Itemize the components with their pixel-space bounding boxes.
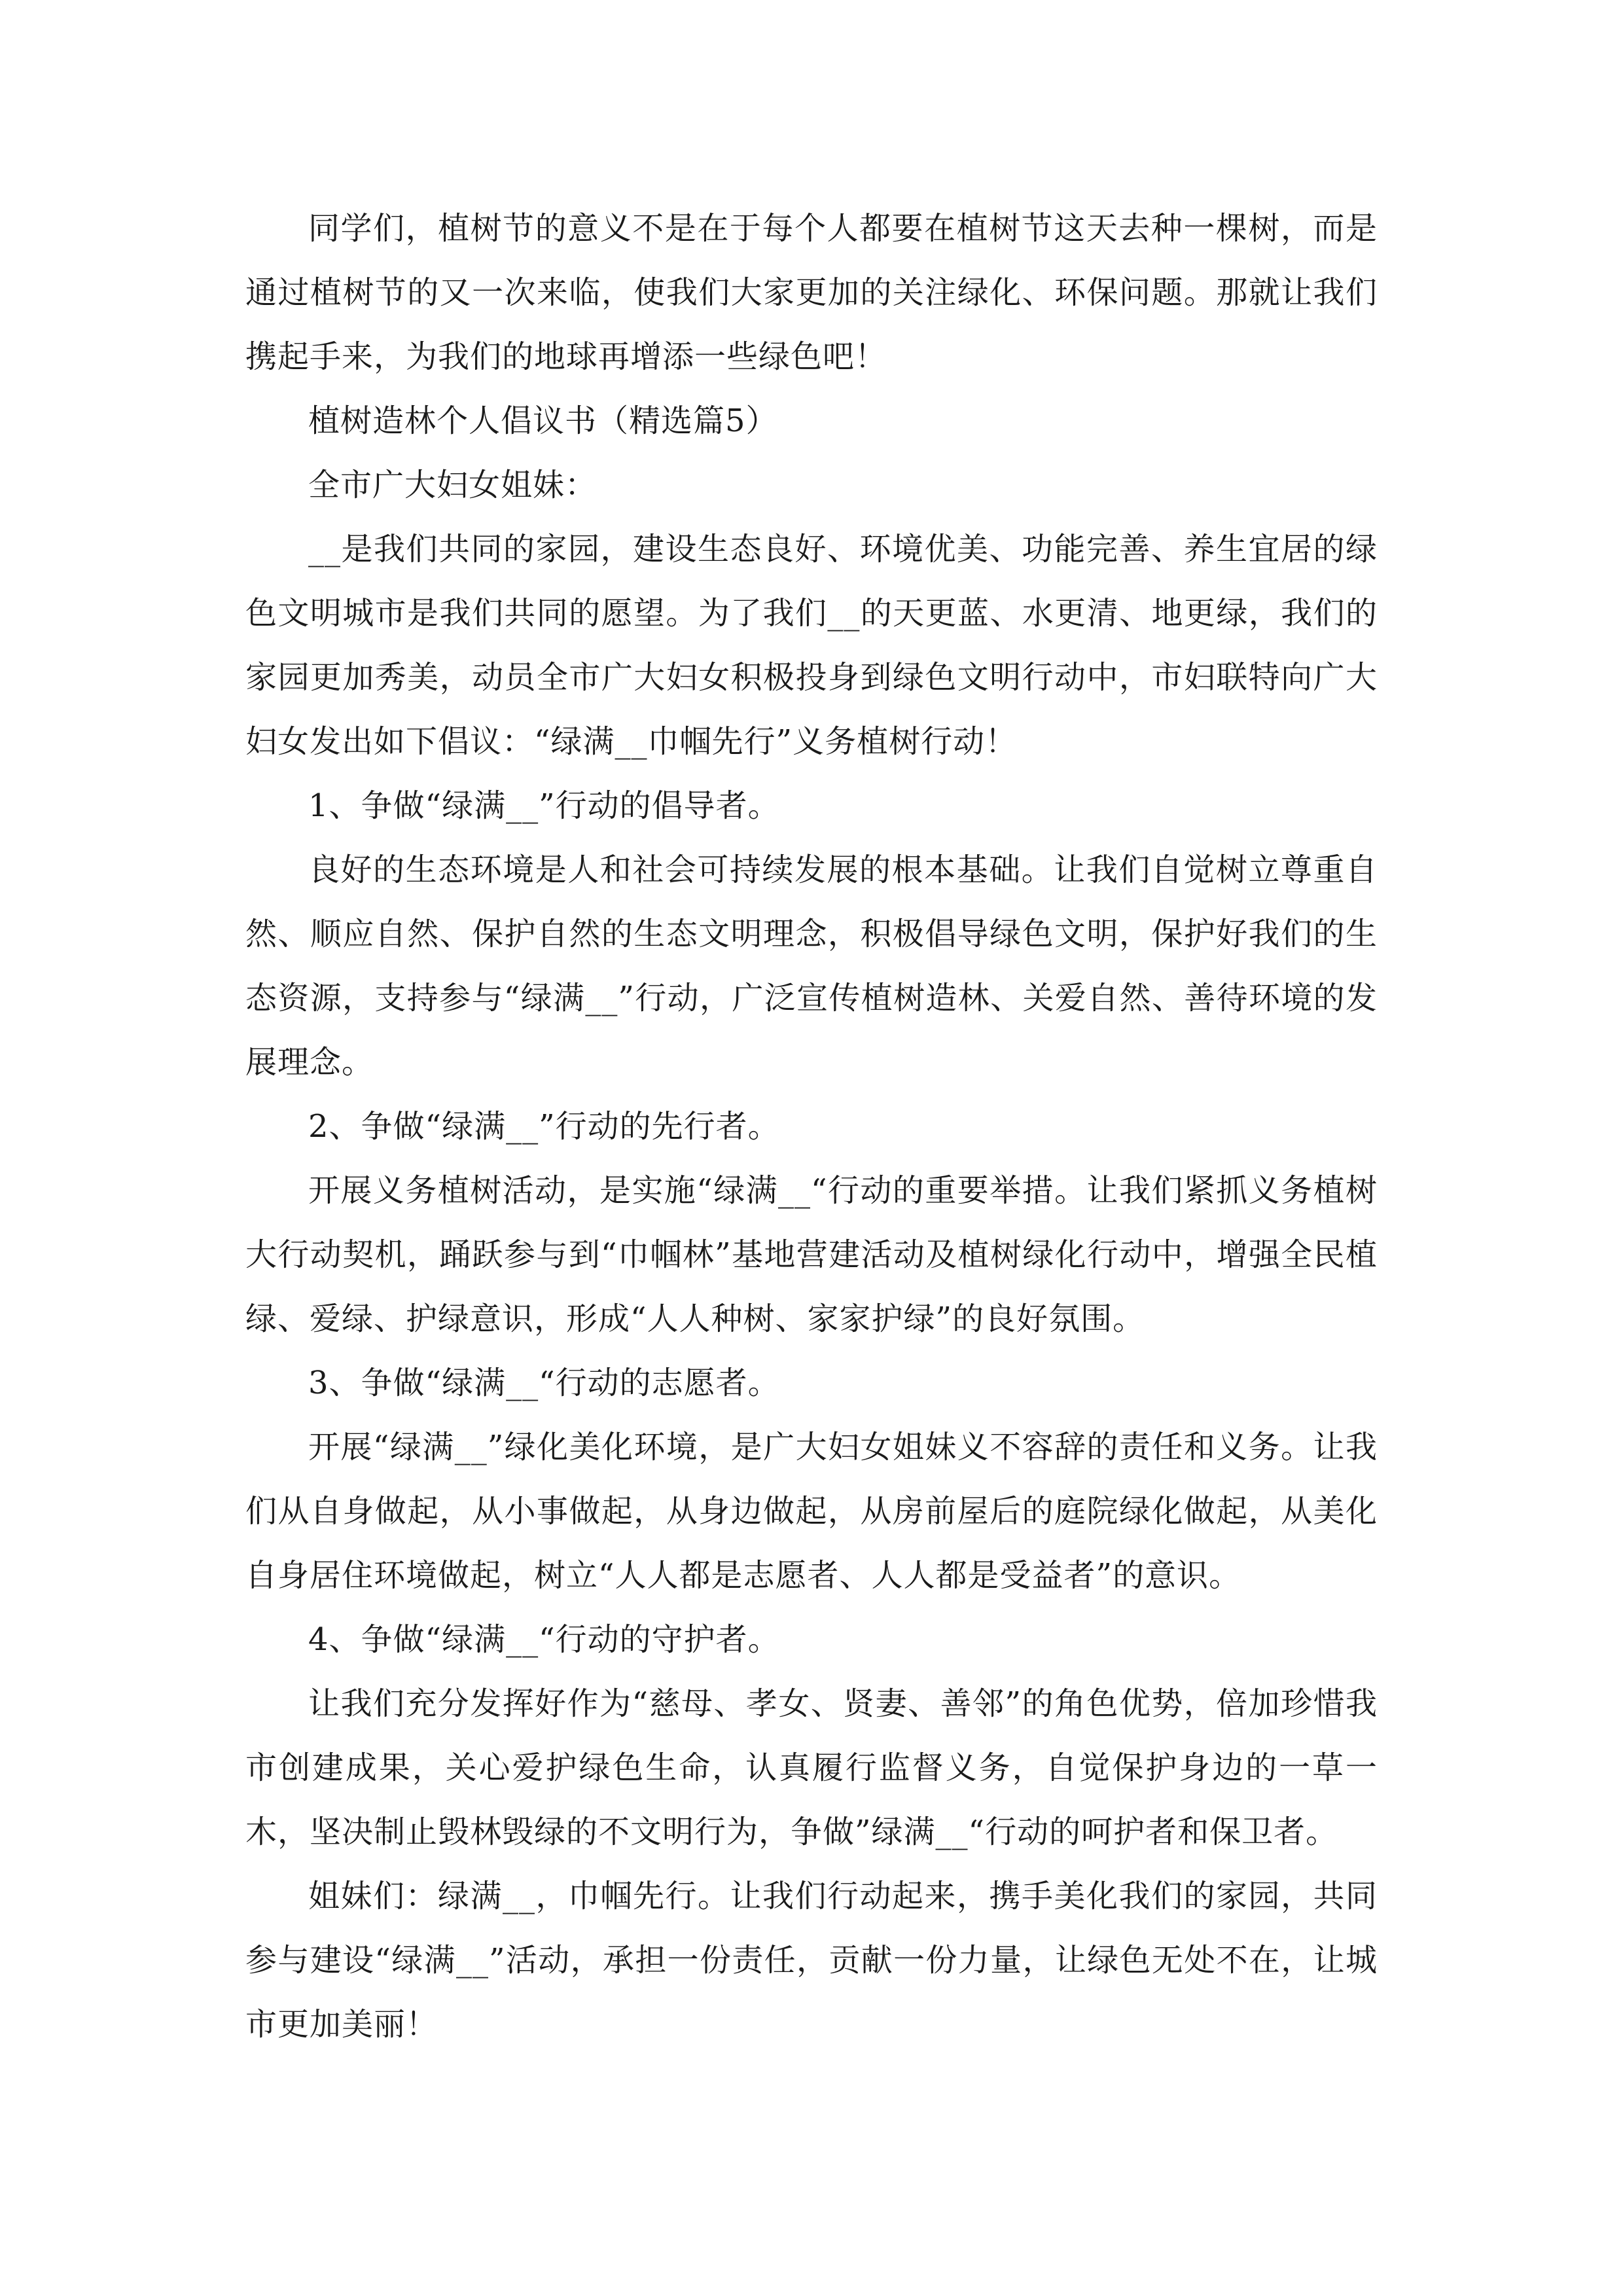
paragraph-conclusion: 姐妹们：绿满__，巾帼先行。让我们行动起来，携手美化我们的家园，共同参与建设“绿满__”活动，承担一份责任，贡献一份力量，让绿色无处不在，让城市更加美丽！ xyxy=(245,1878,1378,2043)
point-4-heading: 4、争做“绿满__“行动的守护者。 xyxy=(308,1621,780,1658)
point-2-body: 开展义务植树活动，是实施“绿满__“行动的重要举措。让我们紧抓义务植树大行动契机，踊跃参与到“巾帼林”基地营建活动及植树绿化行动中，增强全民植绿、爱绿、护绿意识，形成“人人种树、家家护绿”的良好氛围。 xyxy=(245,1172,1378,1337)
point-4-body: 让我们充分发挥好作为“慈母、孝女、贤妻、善邻”的角色优势，倍加珍惜我市创建成果，关心爱护绿色生命，认真履行监督义务，自觉保护身边的一草一木，坚决制止毁林毁绿的不文明行为，争做”绿满__“行动的呵护者和保卫者。 xyxy=(245,1685,1378,1850)
point-1-body: 良好的生态环境是人和社会可持续发展的根本基础。让我们自觉树立尊重自然、顺应自然、保护自然的生态文明理念，积极倡导绿色文明，保护好我们的生态资源，支持参与“绿满__”行动，广泛宣传植树造林、关爱自然、善待环境的发展理念。 xyxy=(245,852,1378,1081)
paragraph-closing-remarks: 同学们，植树节的意义不是在于每个人都要在植树节这天去种一棵树，而是通过植树节的又一次来临，使我们大家更加的关注绿化、环保问题。那就让我们携起手来，为我们的地球再增添一些绿色吧！ xyxy=(245,210,1378,375)
paragraph-introduction: __是我们共同的家园，建设生态良好、环境优美、功能完善、养生宜居的绿色文明城市是我们共同的愿望。为了我们__的天更蓝、水更清、地更绿，我们的家园更加秀美，动员全市广大妇女积极投身到绿色文明行动中，市妇联特向广大妇女发出如下倡议：“绿满__巾帼先行”义务植树行动！ xyxy=(245,531,1378,760)
point-3-body: 开展“绿满__”绿化美化环境，是广大妇女姐妹义不容辞的责任和义务。让我们从自身做起，从小事做起，从身边做起，从房前屋后的庭院绿化做起，从美化自身居住环境做起，树立“人人都是志愿者、人人都是受益者”的意识。 xyxy=(245,1429,1378,1594)
salutation: 全市广大妇女姐妹： xyxy=(308,467,597,503)
document-body xyxy=(245,196,1378,2056)
point-1-heading: 1、争做“绿满__”行动的倡导者。 xyxy=(308,787,780,824)
section-title: 植树造林个人倡议书（精选篇5） xyxy=(308,403,778,439)
point-2-heading: 2、争做“绿满__”行动的先行者。 xyxy=(308,1108,780,1145)
point-3-heading: 3、争做“绿满__“行动的志愿者。 xyxy=(308,1365,780,1401)
